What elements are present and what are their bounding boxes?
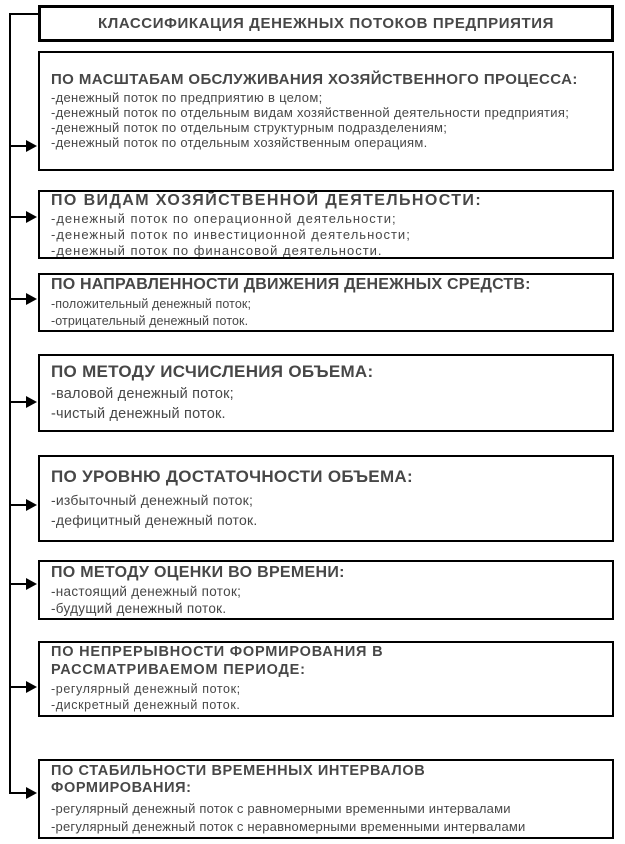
arrow-head-icon bbox=[26, 787, 37, 799]
list-item: -положительный денежный поток; bbox=[51, 297, 252, 312]
arrow-head-icon bbox=[26, 293, 37, 305]
arrow-head-icon bbox=[26, 499, 37, 511]
connector-arrow bbox=[9, 578, 38, 590]
category-heading: ПО УРОВНЮ ДОСТАТОЧНОСТИ ОБЪЕМА: bbox=[51, 466, 413, 486]
arrow-head-icon bbox=[26, 396, 37, 408]
category-box-flow-direction bbox=[38, 273, 614, 332]
category-box-time-valuation bbox=[38, 560, 614, 620]
connector-arrow bbox=[9, 396, 38, 408]
category-heading: ПО НАПРАВЛЕННОСТИ ДВИЖЕНИЯ ДЕНЕЖНЫХ СРЕДСТВ: bbox=[51, 276, 531, 294]
list-item: -денежный поток по инвестиционной деятельности; bbox=[51, 226, 411, 242]
category-heading: ПО МАСШТАБАМ ОБСЛУЖИВАНИЯ ХОЗЯЙСТВЕННОГО ПРОЦЕССА: bbox=[51, 71, 578, 88]
list-item: -будущий денежный поток. bbox=[51, 600, 227, 616]
arrow-head-icon bbox=[26, 578, 37, 590]
arrow-head-icon bbox=[26, 140, 37, 152]
diagram-title bbox=[38, 5, 614, 42]
list-item: -денежный поток по отдельным структурным подразделениям; bbox=[51, 120, 448, 136]
category-heading: ПО НЕПРЕРЫВНОСТИ ФОРМИРОВАНИЯ В РАССМАТРИВАЕМОМ ПЕРИОДЕ: bbox=[51, 644, 384, 678]
list-item: -чистый денежный поток. bbox=[51, 405, 226, 422]
list-item: -денежный поток по отдельным хозяйственным операциям. bbox=[51, 135, 428, 151]
list-item: -настоящий денежный поток; bbox=[51, 583, 242, 599]
diagram-title-text: КЛАССИФИКАЦИЯ ДЕНЕЖНЫХ ПОТОКОВ ПРЕДПРИЯТИЯ bbox=[97, 15, 555, 32]
connector-arrow bbox=[9, 499, 38, 511]
connector-arrow bbox=[9, 211, 38, 223]
connector-arrow bbox=[9, 140, 38, 152]
list-item: -денежный поток по операционной деятельности; bbox=[51, 210, 397, 226]
list-item: -денежный поток по отдельным видам хозяйственной деятельности предприятия; bbox=[51, 105, 570, 121]
connector-arrow bbox=[9, 293, 38, 305]
category-heading: ПО МЕТОДУ ИСЧИСЛЕНИЯ ОБЪЕМА: bbox=[51, 361, 374, 381]
list-item: -отрицательный денежный поток. bbox=[51, 313, 249, 328]
list-item: -дефицитный денежный поток. bbox=[51, 511, 258, 528]
list-item: -дискретный денежный поток. bbox=[51, 698, 241, 713]
list-item: -избыточный денежный поток; bbox=[51, 492, 254, 509]
category-box-activity-types bbox=[38, 190, 614, 259]
category-box-volume-calculation bbox=[38, 354, 614, 432]
arrow-head-icon bbox=[26, 211, 37, 223]
list-item: -регулярный денежный поток с равномерными временными интервалами bbox=[51, 801, 511, 817]
connector-top-link bbox=[9, 13, 38, 15]
category-heading: ПО СТАБИЛЬНОСТИ ВРЕМЕННЫХ ИНТЕРВАЛОВ ФОРМИРОВАНИЯ: bbox=[51, 762, 426, 796]
list-item: -денежный поток по предприятию в целом; bbox=[51, 90, 323, 106]
category-box-scale-of-service bbox=[38, 51, 614, 171]
category-box-volume-sufficiency bbox=[38, 455, 614, 542]
connector-arrow bbox=[9, 681, 38, 693]
list-item: -регулярный денежный поток; bbox=[51, 682, 241, 697]
category-heading: ПО МЕТОДУ ОЦЕНКИ ВО ВРЕМЕНИ: bbox=[51, 563, 345, 581]
list-item: -денежный поток по финансовой деятельности. bbox=[51, 242, 383, 258]
list-item: -валовой денежный поток; bbox=[51, 386, 234, 403]
category-box-formation-continuity bbox=[38, 641, 614, 717]
category-heading: ПО ВИДАМ ХОЗЯЙСТВЕННОЙ ДЕЯТЕЛЬНОСТИ: bbox=[51, 191, 483, 209]
arrow-head-icon bbox=[26, 681, 37, 693]
category-box-interval-stability bbox=[38, 759, 614, 839]
list-item: -регулярный денежный поток с неравномерными временными интервалами bbox=[51, 818, 526, 834]
connector-arrow bbox=[9, 787, 38, 799]
